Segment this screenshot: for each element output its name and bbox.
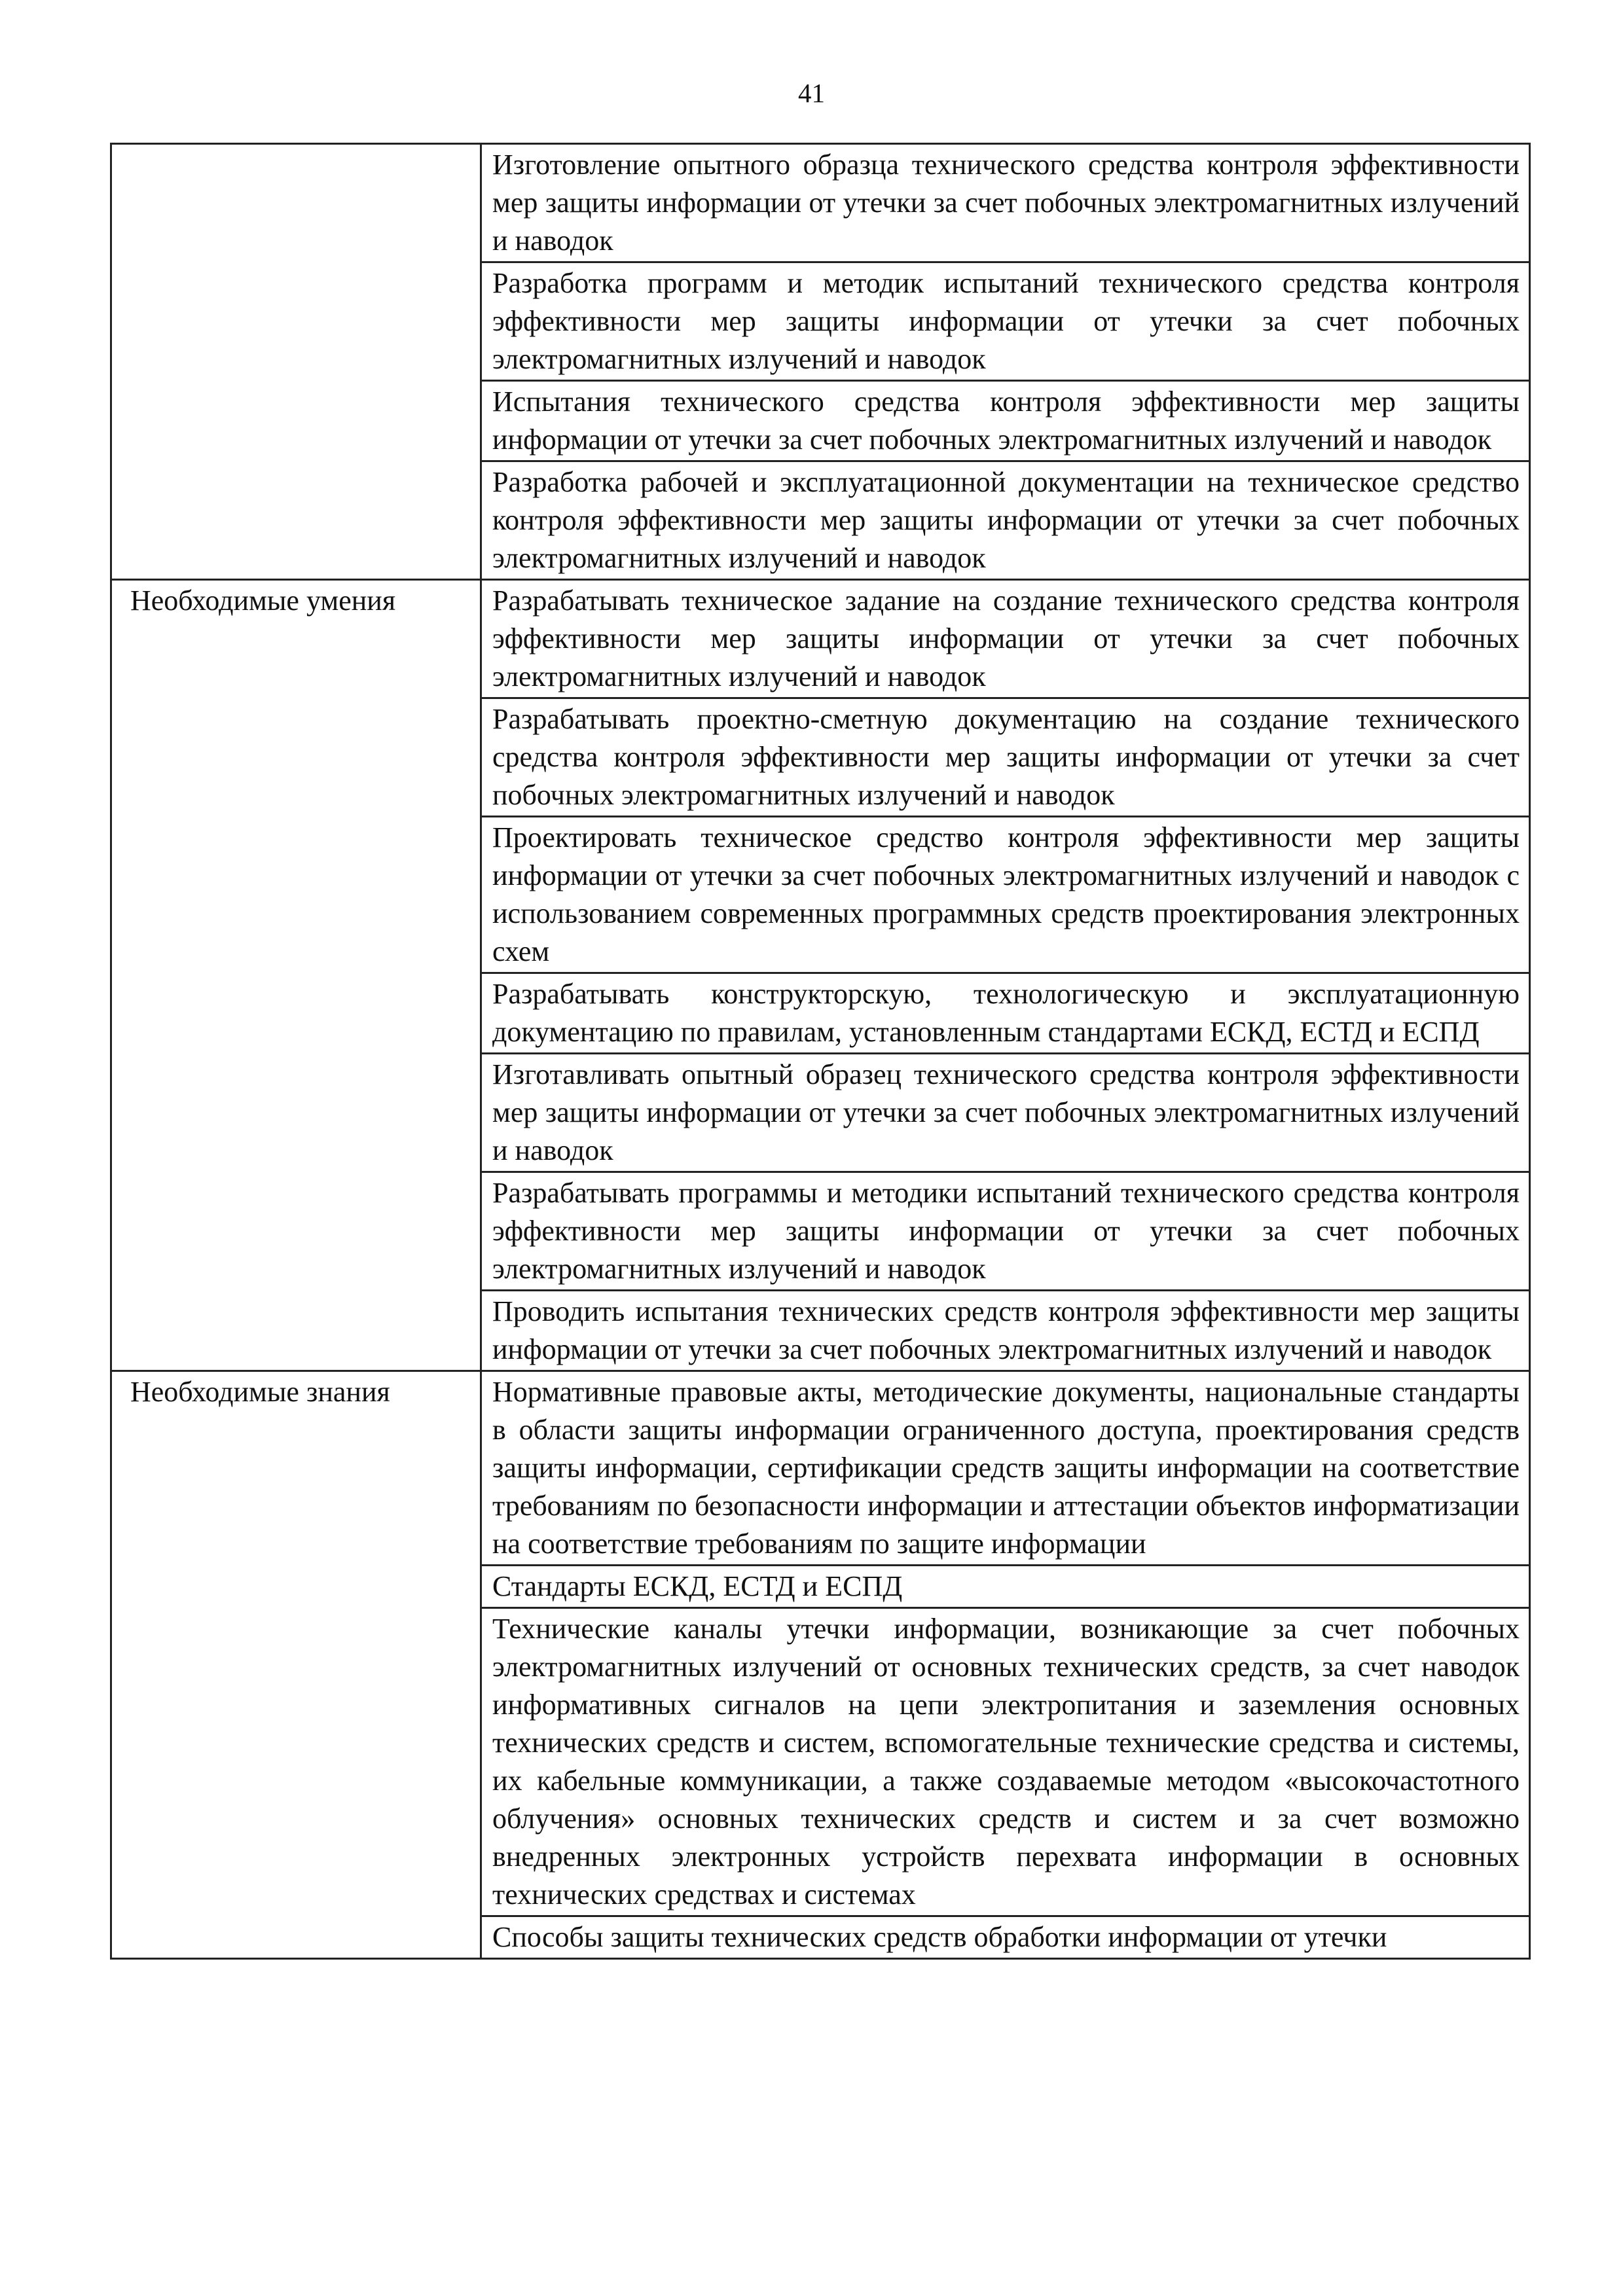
table-cell-text: Проводить испытания технических средств контроля эффективности мер защиты информации от утечки за счет побочных электромагнитных излучений и наводок: [481, 1291, 1530, 1371]
section-label-knowledge: Необходимые знания: [111, 1371, 481, 1959]
table-cell-text: Разрабатывать проектно-сметную документацию на создание технического средства контроля эффективности мер защиты информации от утечки за счет побочных электромагнитных излучений и наводок: [481, 698, 1530, 817]
empty-label-cell: [111, 144, 481, 580]
table-row: [111, 144, 1530, 262]
table-cell-text: Способы защиты технических средств обработки информации от утечки: [481, 1916, 1530, 1959]
table-cell-text: Разрабатывать техническое задание на создание технического средства контроля эффективности мер защиты информации от утечки за счет побочных электромагнитных излучений и наводок: [481, 580, 1530, 698]
table-cell-text: Проектировать техническое средство контроля эффективности мер защиты информации от утечки за счет побочных электромагнитных излучений и наводок с использованием современных программных средств проектирования электронных схем: [481, 817, 1530, 973]
table-cell-text: Стандарты ЕСКД, ЕСТД и ЕСПД: [481, 1566, 1530, 1608]
section-label-skills: Необходимые умения: [111, 580, 481, 1371]
table-row: [111, 1371, 1530, 1566]
table-cell-text: Изготавливать опытный образец технического средства контроля эффективности мер защиты информации от утечки за счет побочных электромагнитных излучений и наводок: [481, 1054, 1530, 1172]
table-cell-text: Разработка программ и методик испытаний технического средства контроля эффективности мер защиты информации от утечки за счет побочных электромагнитных излучений и наводок: [481, 262, 1530, 381]
competency-table: [110, 143, 1531, 1960]
table-row: [111, 580, 1530, 698]
table-cell-text: Нормативные правовые акты, методические документы, национальные стандарты в области защиты информации ограниченного доступа, проектирования средств защиты информации, сертификации средств защиты информации на соответствие требованиям по безопасности информации и аттестации объектов информатизации на соответствие требованиям по защите информации: [481, 1371, 1530, 1566]
page-number: 41: [798, 78, 825, 108]
table-cell-text: Изготовление опытного образца технического средства контроля эффективности мер защиты информации от утечки за счет побочных электромагнитных излучений и наводок: [481, 144, 1530, 262]
table-cell-text: Разрабатывать конструкторскую, технологическую и эксплуатационную документацию по правилам, установленным стандартами ЕСКД, ЕСТД и ЕСПД: [481, 973, 1530, 1054]
table-cell-text: Разработка рабочей и эксплуатационной документации на техническое средство контроля эффективности мер защиты информации от утечки за счет побочных электромагнитных излучений и наводок: [481, 461, 1530, 580]
table-cell-text: Разрабатывать программы и методики испытаний технического средства контроля эффективности мер защиты информации от утечки за счет побочных электромагнитных излучений и наводок: [481, 1172, 1530, 1291]
table-cell-text: Технические каналы утечки информации, возникающие за счет побочных электромагнитных излучений от основных технических средств, за счет наводок информативных сигналов на цепи электропитания и заземления основных технических средств и систем, вспомогательные технические средства и системы, их кабельные коммуникации, а также создаваемые методом «высокочастотного облучения» основных технических средств и систем и за счет возможно внедренных электронных устройств перехвата информации в основных технических средствах и системах: [481, 1608, 1530, 1916]
table-cell-text: Испытания технического средства контроля эффективности мер защиты информации от утечки за счет побочных электромагнитных излучений и наводок: [481, 381, 1530, 461]
